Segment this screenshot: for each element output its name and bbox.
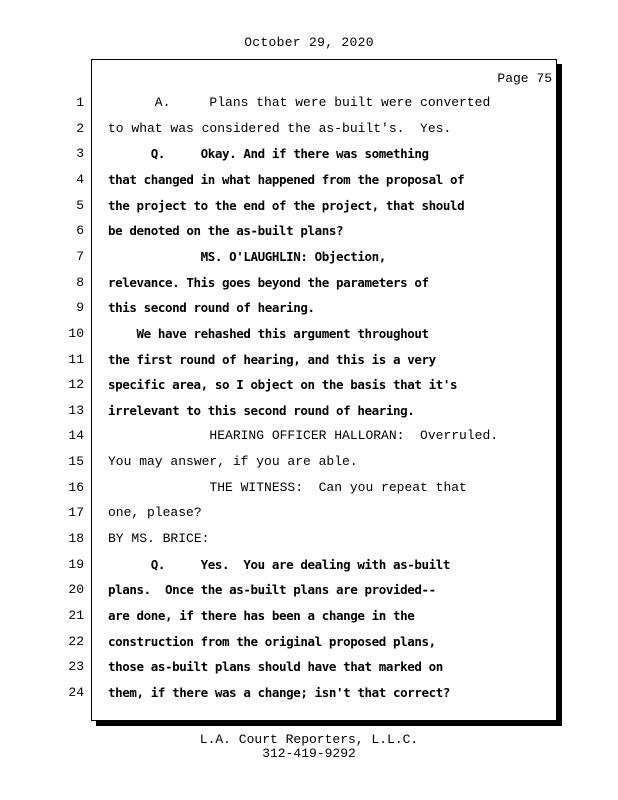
line-text: MS. O'LAUGHLIN: Objection,: [108, 249, 386, 264]
line-text: to what was considered the as-built's. Yes.: [108, 121, 452, 136]
line-text: be denoted on the as-built plans?: [108, 223, 344, 238]
line-text: one, please?: [108, 505, 202, 520]
line-number: 6: [76, 223, 84, 238]
line-text: A. Plans that were built were converted: [108, 95, 491, 110]
line-text: irrelevant to this second round of hearing.: [108, 403, 415, 418]
line-number: 10: [68, 326, 84, 341]
line-number: 2: [76, 121, 84, 136]
line-number: 17: [68, 505, 84, 520]
line-number: 7: [76, 249, 84, 264]
line-number: 8: [76, 275, 84, 290]
line-text: those as-built plans should have that marked on: [108, 659, 443, 674]
transcript-date: October 29, 2020: [244, 35, 374, 50]
line-number: 22: [68, 634, 84, 649]
line-text: Q. Yes. You are dealing with as-built: [108, 557, 451, 572]
line-text: them, if there was a change; isn't that correct?: [108, 685, 451, 700]
line-text: You may answer, if you are able.: [108, 454, 358, 469]
line-number: 21: [68, 608, 84, 623]
line-number: 15: [68, 454, 84, 469]
line-text: that changed in what happened from the proposal of: [108, 172, 465, 187]
line-text: HEARING OFFICER HALLORAN: Overruled.: [108, 428, 499, 443]
line-text: plans. Once the as-built plans are provided--: [108, 582, 436, 597]
line-number: 18: [68, 531, 84, 546]
line-number: 13: [68, 403, 84, 418]
line-text: construction from the original proposed plans,: [108, 634, 436, 649]
line-number: 5: [76, 198, 84, 213]
line-number: 3: [76, 146, 84, 161]
line-number: 4: [76, 172, 84, 187]
line-text: THE WITNESS: Can you repeat that: [108, 480, 467, 495]
footer-phone: 312-419-9292: [262, 746, 356, 761]
line-text: specific area, so I object on the basis that it's: [108, 377, 458, 392]
line-number: 19: [68, 557, 84, 572]
line-number: 1: [76, 95, 84, 110]
line-text: are done, if there has been a change in the: [108, 608, 415, 623]
line-text: this second round of hearing.: [108, 300, 315, 315]
line-number: 12: [68, 377, 84, 392]
line-number: 11: [68, 352, 84, 367]
line-text: the first round of hearing, and this is a very: [108, 352, 436, 367]
page-number: Page 75: [497, 71, 552, 86]
line-number: 16: [68, 480, 84, 495]
line-number: 9: [76, 300, 84, 315]
line-text: We have rehashed this argument throughout: [108, 326, 429, 341]
line-number: 24: [68, 685, 84, 700]
line-number: 14: [68, 428, 84, 443]
line-text: Q. Okay. And if there was something: [108, 146, 429, 161]
footer-company: L.A. Court Reporters, L.L.C.: [199, 732, 419, 747]
line-text: the project to the end of the project, that should: [108, 198, 465, 213]
line-number: 20: [68, 582, 84, 597]
line-text: BY MS. BRICE:: [108, 531, 210, 546]
line-number: 23: [68, 659, 84, 674]
line-text: relevance. This goes beyond the parameters of: [108, 275, 429, 290]
